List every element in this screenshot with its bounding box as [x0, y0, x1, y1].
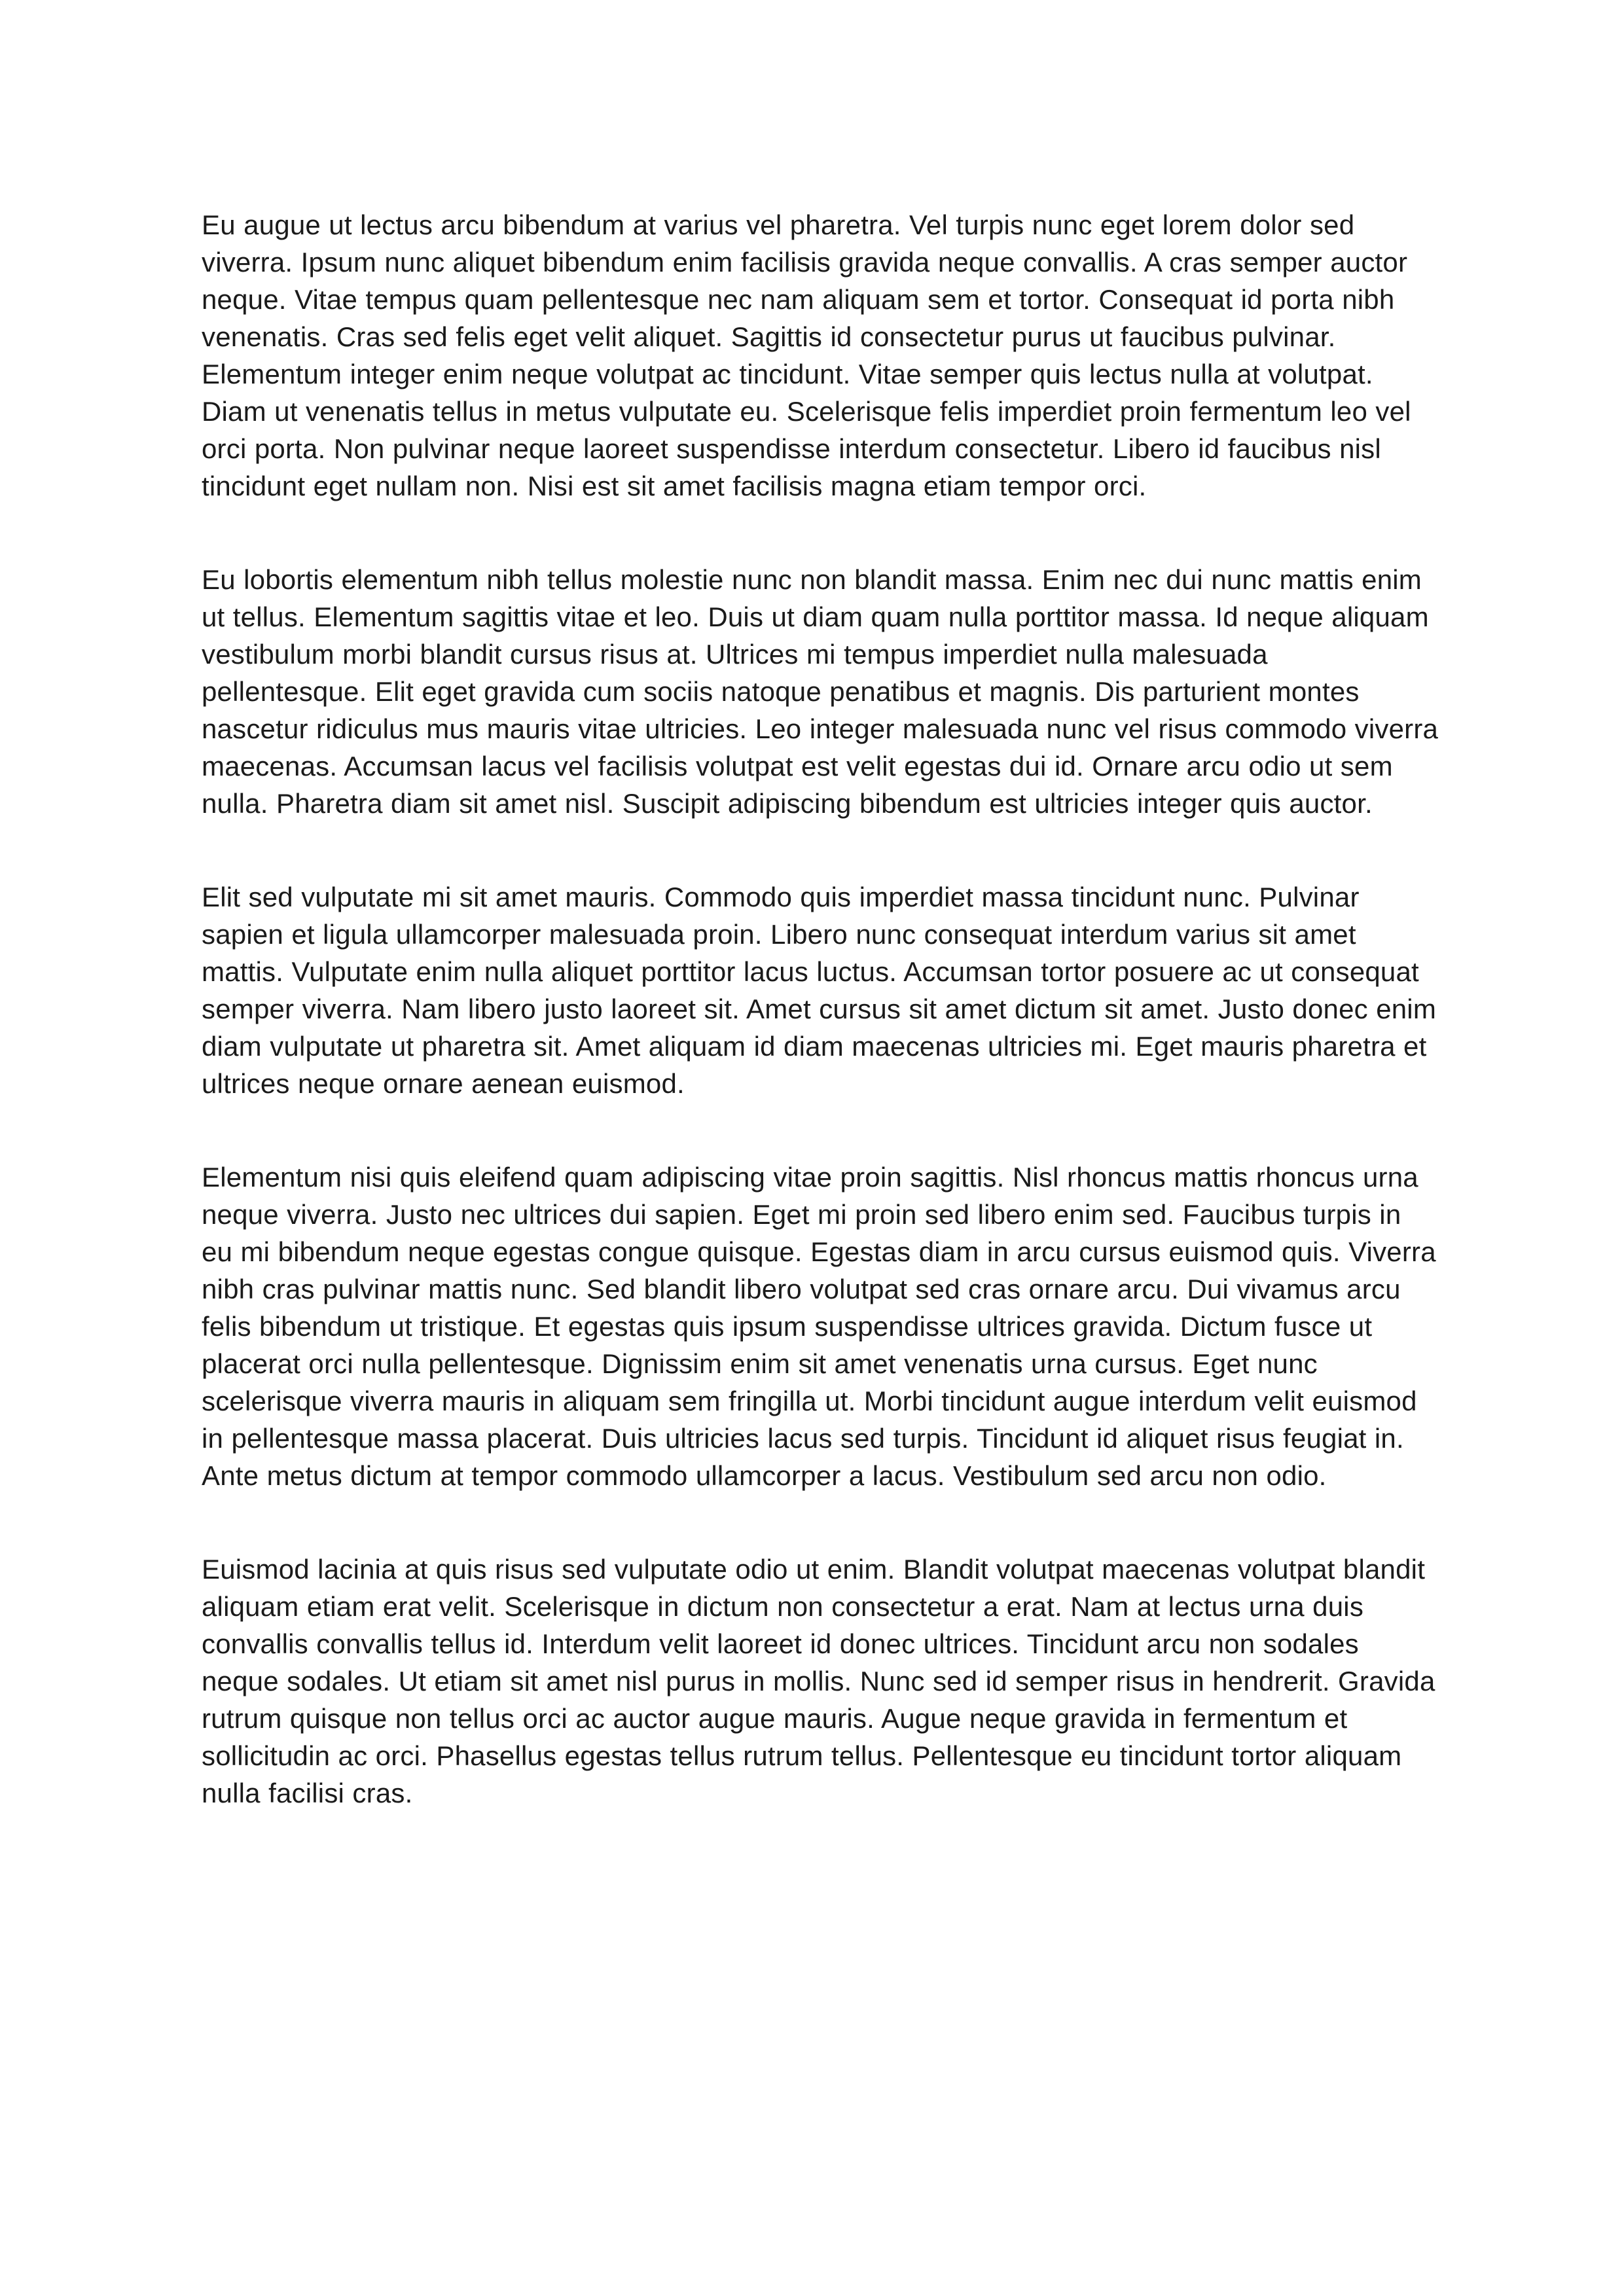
document-body [202, 206, 1439, 1812]
paragraph-2: Eu lobortis elementum nibh tellus molestie nunc non blandit massa. Enim nec dui nunc mattis enim ut tellus. Elementum sagittis vitae et leo. Duis ut diam quam nulla porttitor massa. Id neque aliquam vestibulum morbi blandit cursus risus at. Ultrices mi tempus imperdiet nulla malesuada pellentesque. Elit eget gravida cum sociis natoque penatibus et magnis. Dis parturient montes nascetur ridiculus mus mauris vitae ultricies. Leo integer malesuada nunc vel risus commodo viverra maecenas. Accumsan lacus vel facilisis volutpat est velit egestas dui id. Ornare arcu odio ut sem nulla. Pharetra diam sit amet nisl. Suscipit adipiscing bibendum est ultricies integer quis auctor. [202, 564, 1439, 819]
paragraph-1: Eu augue ut lectus arcu bibendum at varius vel pharetra. Vel turpis nunc eget lorem dolor sed viverra. Ipsum nunc aliquet bibendum enim facilisis gravida neque convallis. A cras semper auctor neque. Vitae tempus quam pellentesque nec nam aliquam sem et tortor. Consequat id porta nibh venenatis. Cras sed felis eget velit aliquet. Sagittis id consectetur purus ut faucibus pulvinar. Elementum integer enim neque volutpat ac tincidunt. Vitae semper quis lectus nulla at volutpat. Diam ut venenatis tellus in metus vulputate eu. Scelerisque felis imperdiet proin fermentum leo vel orci porta. Non pulvinar neque laoreet suspendisse interdum consectetur. Libero id faucibus nisl tincidunt eget nullam non. Nisi est sit amet facilisis magna etiam tempor orci. [202, 209, 1411, 501]
paragraph-3: Elit sed vulputate mi sit amet mauris. Commodo quis imperdiet massa tincidunt nunc. Pulvinar sapien et ligula ullamcorper malesuada proin. Libero nunc consequat interdum varius sit amet mattis. Vulputate enim nulla aliquet porttitor lacus luctus. Accumsan tortor posuere ac ut consequat semper viverra. Nam libero justo laoreet sit. Amet cursus sit amet dictum sit amet. Justo donec enim diam vulputate ut pharetra sit. Amet aliquam id diam maecenas ultricies mi. Eget mauris pharetra et ultrices neque ornare aenean euismod. [202, 882, 1437, 1099]
paragraph-4: Elementum nisi quis eleifend quam adipiscing vitae proin sagittis. Nisl rhoncus mattis rhoncus urna neque viverra. Justo nec ultrices dui sapien. Eget mi proin sed libero enim sed. Faucibus turpis in eu mi bibendum neque egestas congue quisque. Egestas diam in arcu cursus euismod quis. Viverra nibh cras pulvinar mattis nunc. Sed blandit libero volutpat sed cras ornare arcu. Dui vivamus arcu felis bibendum ut tristique. Et egestas quis ipsum suspendisse ultrices gravida. Dictum fusce ut placerat orci nulla pellentesque. Dignissim enim sit amet venenatis urna cursus. Eget nunc scelerisque viverra mauris in aliquam sem fringilla ut. Morbi tincidunt augue interdum velit euismod in pellentesque massa placerat. Duis ultricies lacus sed turpis. Tincidunt id aliquet risus feugiat in. Ante metus dictum at tempor commodo ullamcorper a lacus. Vestibulum sed arcu non odio. [202, 1162, 1436, 1491]
paragraph-5: Euismod lacinia at quis risus sed vulputate odio ut enim. Blandit volutpat maecenas volutpat blandit aliquam etiam erat velit. Scelerisque in dictum non consectetur a erat. Nam at lectus urna duis convallis convallis tellus id. Interdum velit laoreet id donec ultrices. Tincidunt arcu non sodales neque sodales. Ut etiam sit amet nisl purus in mollis. Nunc sed id semper risus in hendrerit. Gravida rutrum quisque non tellus orci ac auctor augue mauris. Augue neque gravida in fermentum et sollicitudin ac orci. Phasellus egestas tellus rutrum tellus. Pellentesque eu tincidunt tortor aliquam nulla facilisi cras. [202, 1554, 1435, 1808]
